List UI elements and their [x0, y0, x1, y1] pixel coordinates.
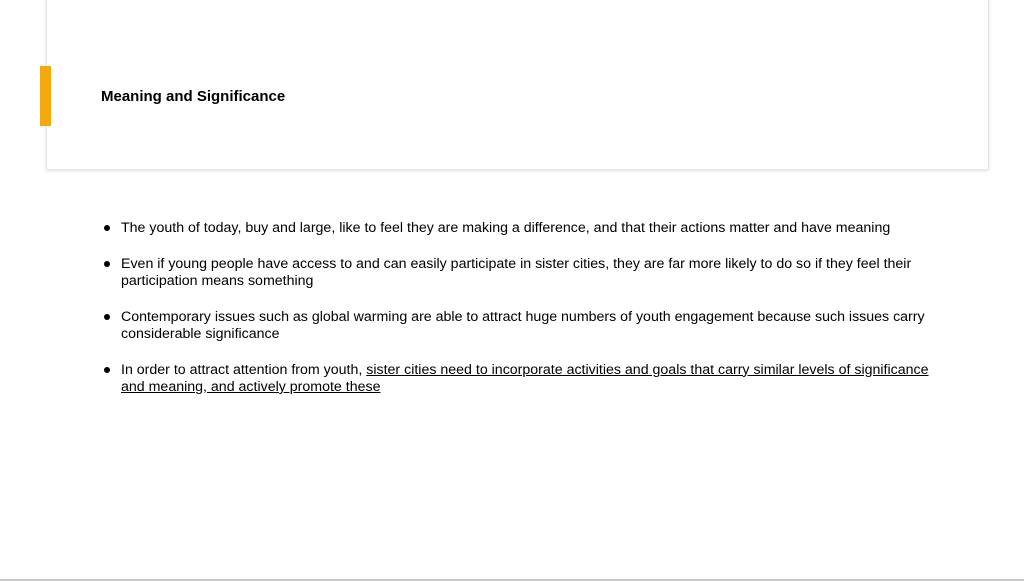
bullet-item-3	[101, 309, 941, 344]
bullet-dot-icon	[104, 261, 110, 267]
bullet-item-1	[101, 220, 941, 238]
bullet-item-4	[101, 362, 941, 397]
bullet-text: Contemporary issues such as global warming are able to attract huge numbers of youth engagement because such issues carry considerable significance	[121, 308, 925, 342]
bullet-item-2	[101, 256, 941, 291]
bullet-underlined-text: sister cities need to incorporate activities and goals that carry similar levels of significance and meaning, and actively promote these	[121, 361, 929, 395]
bullet-text: The youth of today, buy and large, like to feel they are making a difference, and that their actions matter and have meaning	[121, 220, 891, 236]
title-card	[46, 0, 989, 170]
bullet-dot-icon	[104, 314, 110, 320]
title-accent-bar	[40, 66, 51, 126]
bullet-text: In order to attract attention from youth,	[121, 361, 367, 378]
bullet-dot-icon	[104, 225, 110, 231]
slide-title: Meaning and Significance	[101, 88, 286, 105]
bullet-dot-icon	[104, 367, 110, 373]
bullet-list	[101, 220, 941, 397]
bullet-text: Even if young people have access to and can easily participate in sister cities, they are far more likely to do so if they feel their participation means something	[121, 255, 912, 289]
